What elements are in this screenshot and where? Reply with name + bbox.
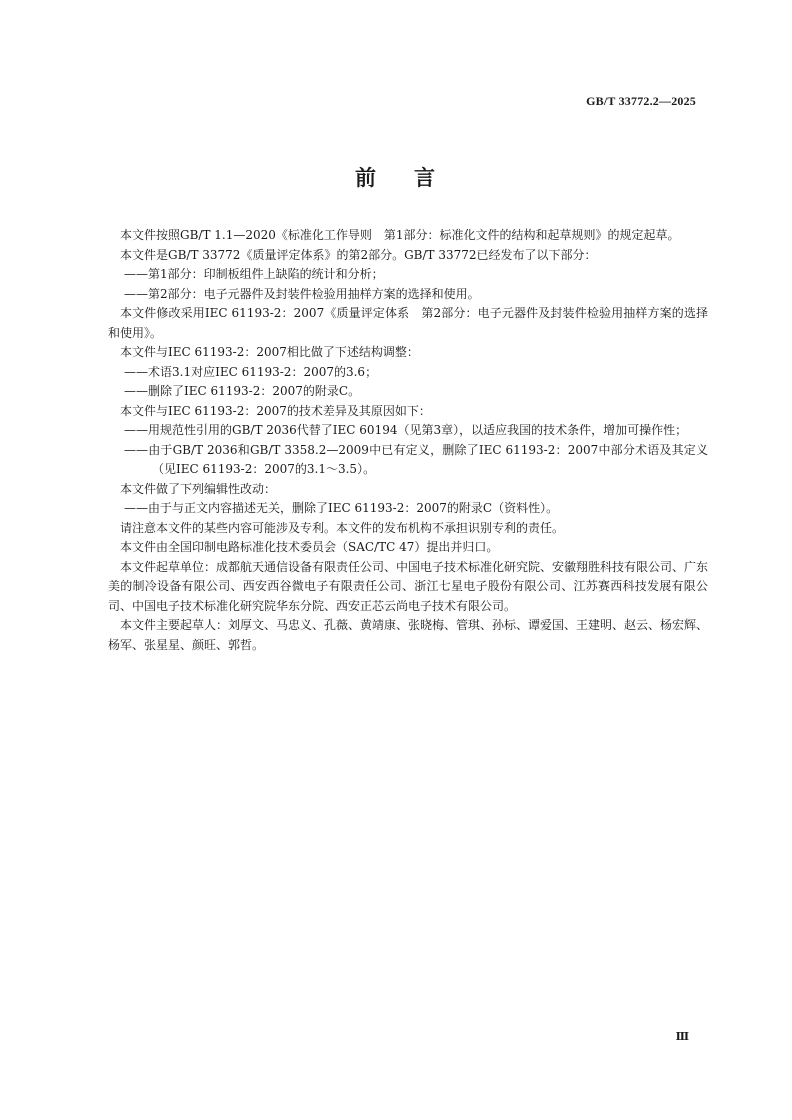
list-item: ——第2部分：电子元器件及封装件检验用抽样方案的选择和使用。	[124, 286, 480, 301]
paragraph-patent-notice: 请注意本文件的某些内容可能涉及专利。本文件的发布机构不承担识别专利的责任。	[120, 520, 565, 535]
page-number: Ⅲ	[675, 1031, 689, 1043]
list-item: ——删除了IEC 61193-2：2007的附录C。	[124, 384, 361, 398]
paragraph-proposer: 本文件由全国印制电路标准化技术委员会（SAC/TC 47）提出并归口。	[120, 540, 499, 554]
list-item: ——由于与正文内容描述无关，删除了IEC 61193-2：2007的附录C（资料性）。	[124, 501, 559, 515]
paragraph-structure-changes: 本文件与IEC 61193-2：2007相比做了下述结构调整：	[120, 345, 419, 359]
paragraph-drafters: 本文件主要起草人：刘厚文、马忠义、孔薇、黄靖康、张晓梅、管琪、孙标、谭爱国、王建明、赵云、杨宏辉、杨军、张星星、颜旺、郭哲。	[108, 618, 709, 652]
paragraph-series-parts: 本文件是GB/T 33772《质量评定体系》的第2部分。GB/T 33772已经发布了以下部分：	[120, 247, 597, 262]
list-item: ——用规范性引用的GB/T 2036代替了IEC 60194（见第3章），以适应我国的技术条件，增加可操作性；	[124, 423, 688, 437]
foreword-body	[108, 226, 708, 655]
paragraph-editorial-changes: 本文件做了下列编辑性改动：	[120, 481, 277, 496]
list-item: ——术语3.1对应IEC 61193-2：2007的3.6；	[124, 364, 378, 379]
standard-code: GB/T 33772.2—2025	[586, 94, 696, 108]
title-char-2: 言	[414, 166, 437, 190]
paragraph-adoption: 本文件修改采用IEC 61193-2：2007《质量评定体系 第2部分：电子元器件及封装件检验用抽样方案的选择和使用》。	[108, 306, 708, 340]
list-item: ——由于GB/T 2036和GB/T 3358.2—2009中已有定义，删除了IEC 61193-2：2007中部分术语及其定义（见IEC 61193-2：2007的3.1～3.5）。	[124, 442, 708, 476]
paragraph-drafting-rules: 本文件按照GB/T 1.1—2020《标准化工作导则 第1部分：标准化文件的结构和起草规则》的规定起草。	[120, 228, 680, 242]
paragraph-technical-differences: 本文件与IEC 61193-2：2007的技术差异及其原因如下：	[120, 403, 431, 418]
paragraph-drafting-units: 本文件起草单位：成都航天通信设备有限责任公司、中国电子技术标准化研究院、安徽翔胜科技有限公司、广东美的制冷设备有限公司、西安西谷微电子有限责任公司、浙江七星电子股份有限公司、江苏赛西科技发展有限公司、中国电子技术标准化研究院华东分院、西安正芯云尚电子技术有限公司。	[108, 559, 709, 613]
title-char-1: 前	[355, 166, 378, 190]
section-title	[0, 162, 792, 192]
list-item: ——第1部分：印制板组件上缺陷的统计和分析；	[124, 267, 384, 281]
